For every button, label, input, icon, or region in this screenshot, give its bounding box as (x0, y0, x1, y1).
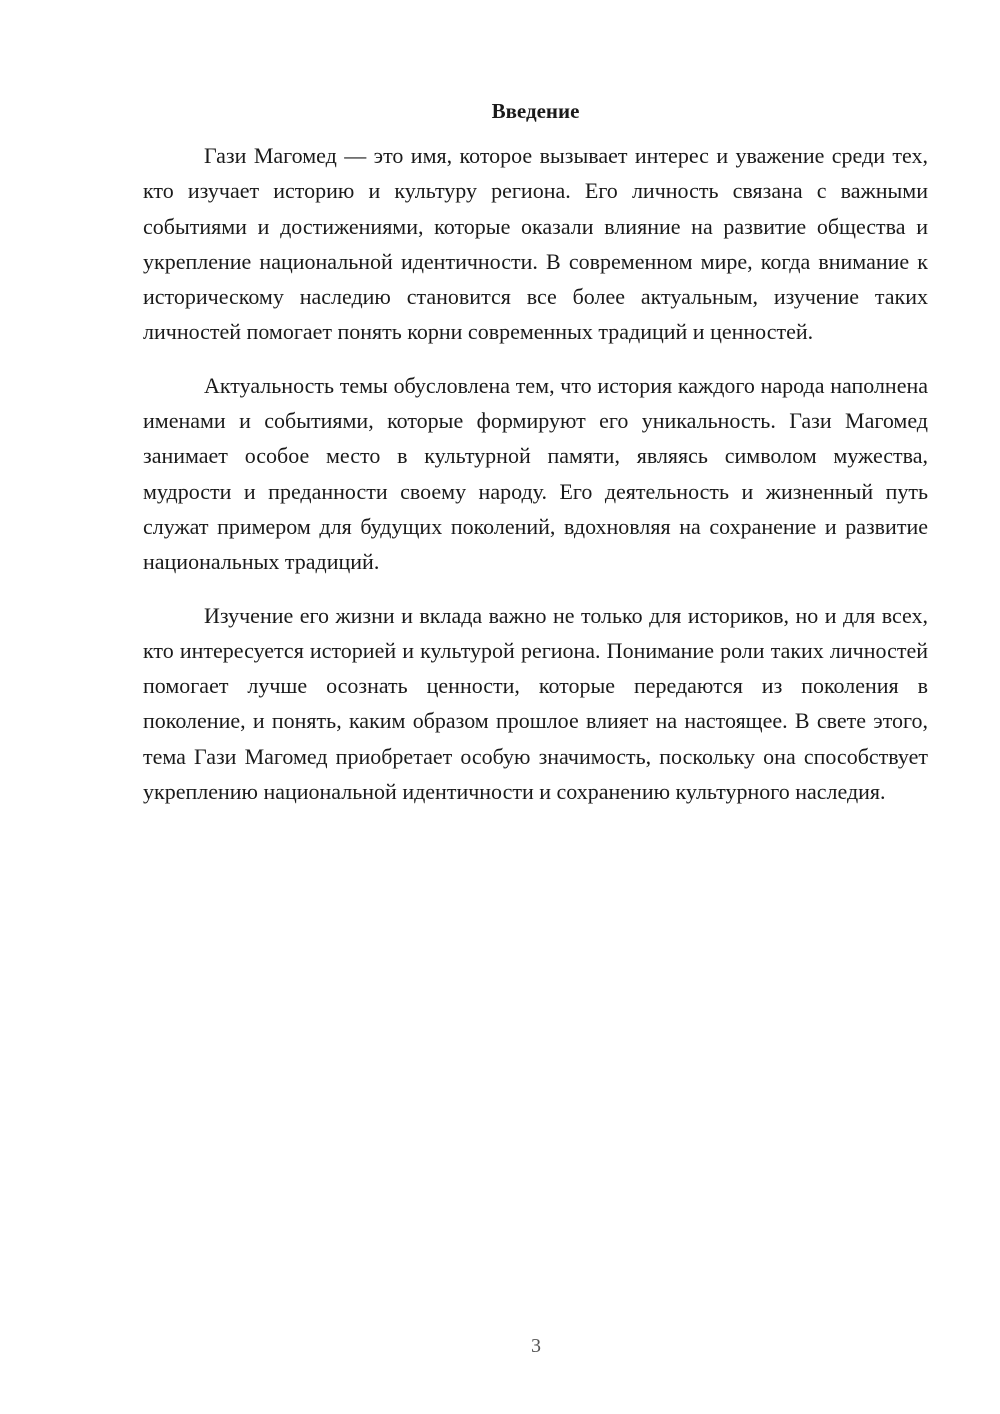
paragraph-1: Гази Магомед — это имя, которое вызывает интерес и уважение среди тех, кто изучает историю и культуру региона. Его личность связана с важными событиями и достижениями, которые оказали влияние на развитие общества и укрепление национальной идентичности. В современном мире, когда внимание к историческому наследию становится все более актуальным, изучение таких личностей помогает понять корни современных традиций и ценностей. (143, 143, 928, 345)
section-heading: Введение (491, 99, 580, 123)
page-number: 3 (531, 1335, 541, 1357)
page-content (143, 96, 928, 827)
paragraph-2: Актуальность темы обусловлена тем, что история каждого народа наполнена именами и событиями, которые формируют его уникальность. Гази Магомед занимает особое место в культурной памяти, являясь символом мужества, мудрости и преданности своему народу. Его деятельность и жизненный путь служат примером для будущих поколений, вдохновляя на сохранение и развитие национальных традиций. (143, 372, 928, 575)
paragraph-3: Изучение его жизни и вклада важно не только для историков, но и для всех, кто интересуется историей и культурой региона. Понимание роли таких личностей помогает лучше осознать ценности, которые передаются из поколения в поколение, и понять, каким образом прошлое влияет на настоящее. В свете этого, тема Гази Магомед приобретает особую значимость, поскольку она способствует укреплению национальной идентичности и сохранению культурного наследия. (143, 602, 928, 805)
